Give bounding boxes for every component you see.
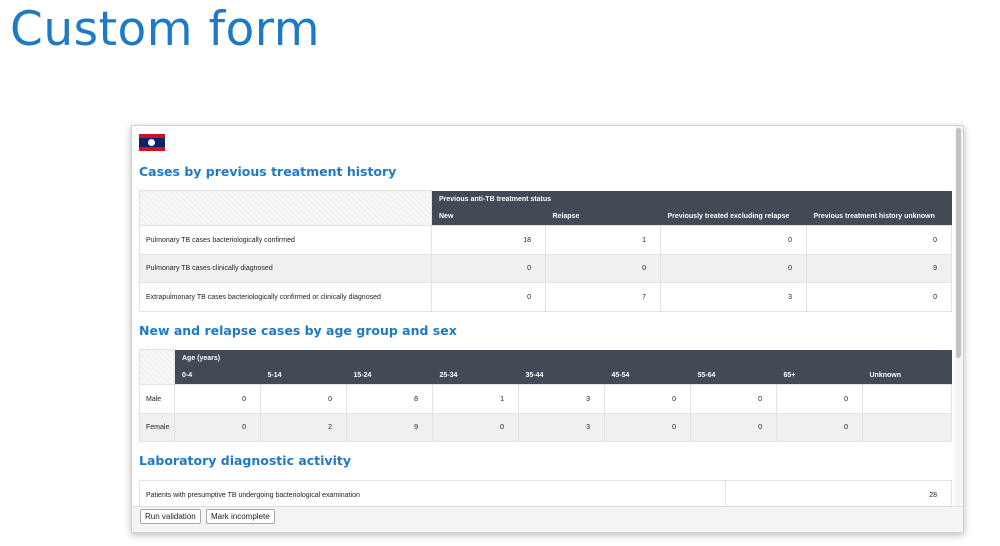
value-field[interactable]: 0 — [807, 283, 952, 312]
section-title-lab-activity: Laboratory diagnostic activity — [139, 453, 351, 468]
value-field[interactable]: 1 — [546, 226, 661, 255]
row-label: Female — [140, 414, 175, 442]
table-row — [140, 226, 952, 255]
data-entry-form — [131, 125, 964, 533]
row-label: Patients with presumptive TB undergoing bacteriological examination — [140, 481, 726, 507]
column-header: 25-34 — [433, 367, 519, 385]
value-field[interactable]: 0 — [661, 226, 807, 255]
value-field[interactable]: 1 — [433, 385, 519, 414]
column-header: Previous treatment history unknown — [807, 208, 952, 226]
page-title: Custom form — [10, 2, 321, 57]
form-footer — [132, 506, 963, 533]
laos-flag-icon — [139, 134, 165, 151]
value-field[interactable]: 0 — [433, 414, 519, 442]
treatment-history-table — [139, 190, 952, 312]
value-field[interactable]: 0 — [175, 385, 261, 414]
value-field[interactable]: 0 — [261, 385, 347, 414]
value-field[interactable]: 0 — [777, 385, 863, 414]
row-label: Pulmonary TB cases clinically diagnosed — [140, 255, 432, 283]
value-field[interactable]: 9 — [807, 255, 952, 283]
section-title-age-sex: New and relapse cases by age group and sex — [139, 323, 457, 338]
run-validation-button[interactable]: Run validation — [140, 509, 201, 524]
group-header: Age (years) — [175, 350, 952, 367]
value-field[interactable]: 0 — [691, 385, 777, 414]
value-field[interactable] — [863, 414, 952, 442]
table-row — [140, 255, 952, 283]
value-field[interactable]: 0 — [605, 414, 691, 442]
value-field[interactable]: 2 — [261, 414, 347, 442]
value-field[interactable]: 0 — [175, 414, 261, 442]
value-field[interactable] — [863, 385, 952, 414]
value-field[interactable]: 0 — [661, 255, 807, 283]
table-corner-cell — [140, 191, 432, 226]
value-field[interactable]: 0 — [691, 414, 777, 442]
group-header: Previous anti-TB treatment status — [432, 191, 952, 208]
value-field[interactable]: 0 — [807, 226, 952, 255]
column-header: New — [432, 208, 546, 226]
column-header: 5-14 — [261, 367, 347, 385]
value-field[interactable]: 28 — [726, 481, 952, 507]
column-header: 15-24 — [347, 367, 433, 385]
value-field[interactable]: 8 — [347, 385, 433, 414]
value-field[interactable]: 0 — [605, 385, 691, 414]
value-field[interactable]: 0 — [777, 414, 863, 442]
value-field[interactable]: 9 — [347, 414, 433, 442]
row-label: Male — [140, 385, 175, 414]
table-row — [140, 385, 952, 414]
form-scroll-area[interactable] — [132, 126, 955, 506]
value-field[interactable]: 0 — [546, 255, 661, 283]
value-field[interactable]: 3 — [661, 283, 807, 312]
table-row — [140, 283, 952, 312]
table-corner-cell — [140, 350, 175, 385]
column-header: Relapse — [546, 208, 661, 226]
value-field[interactable]: 7 — [546, 283, 661, 312]
value-field[interactable]: 3 — [519, 385, 605, 414]
table-row — [140, 414, 952, 442]
age-sex-table — [139, 349, 952, 442]
value-field[interactable]: 0 — [432, 255, 546, 283]
scrollbar-thumb[interactable] — [956, 128, 961, 358]
column-header: Previously treated excluding relapse — [661, 208, 807, 226]
section-title-treatment-history: Cases by previous treatment history — [139, 164, 397, 179]
row-label: Pulmonary TB cases bacteriologically confirmed — [140, 226, 432, 255]
column-header: 35-44 — [519, 367, 605, 385]
column-header: 55-64 — [691, 367, 777, 385]
value-field[interactable]: 0 — [432, 283, 546, 312]
mark-incomplete-button[interactable]: Mark incomplete — [206, 509, 275, 524]
value-field[interactable]: 18 — [432, 226, 546, 255]
column-header: 65+ — [777, 367, 863, 385]
lab-activity-table — [139, 480, 952, 506]
vertical-scrollbar[interactable] — [955, 126, 963, 506]
column-header: 45-54 — [605, 367, 691, 385]
value-field[interactable]: 3 — [519, 414, 605, 442]
column-header: Unknown — [863, 367, 952, 385]
table-row — [140, 481, 952, 507]
row-label: Extrapulmonary TB cases bacteriologically confirmed or clinically diagnosed — [140, 283, 432, 312]
column-header: 0-4 — [175, 367, 261, 385]
